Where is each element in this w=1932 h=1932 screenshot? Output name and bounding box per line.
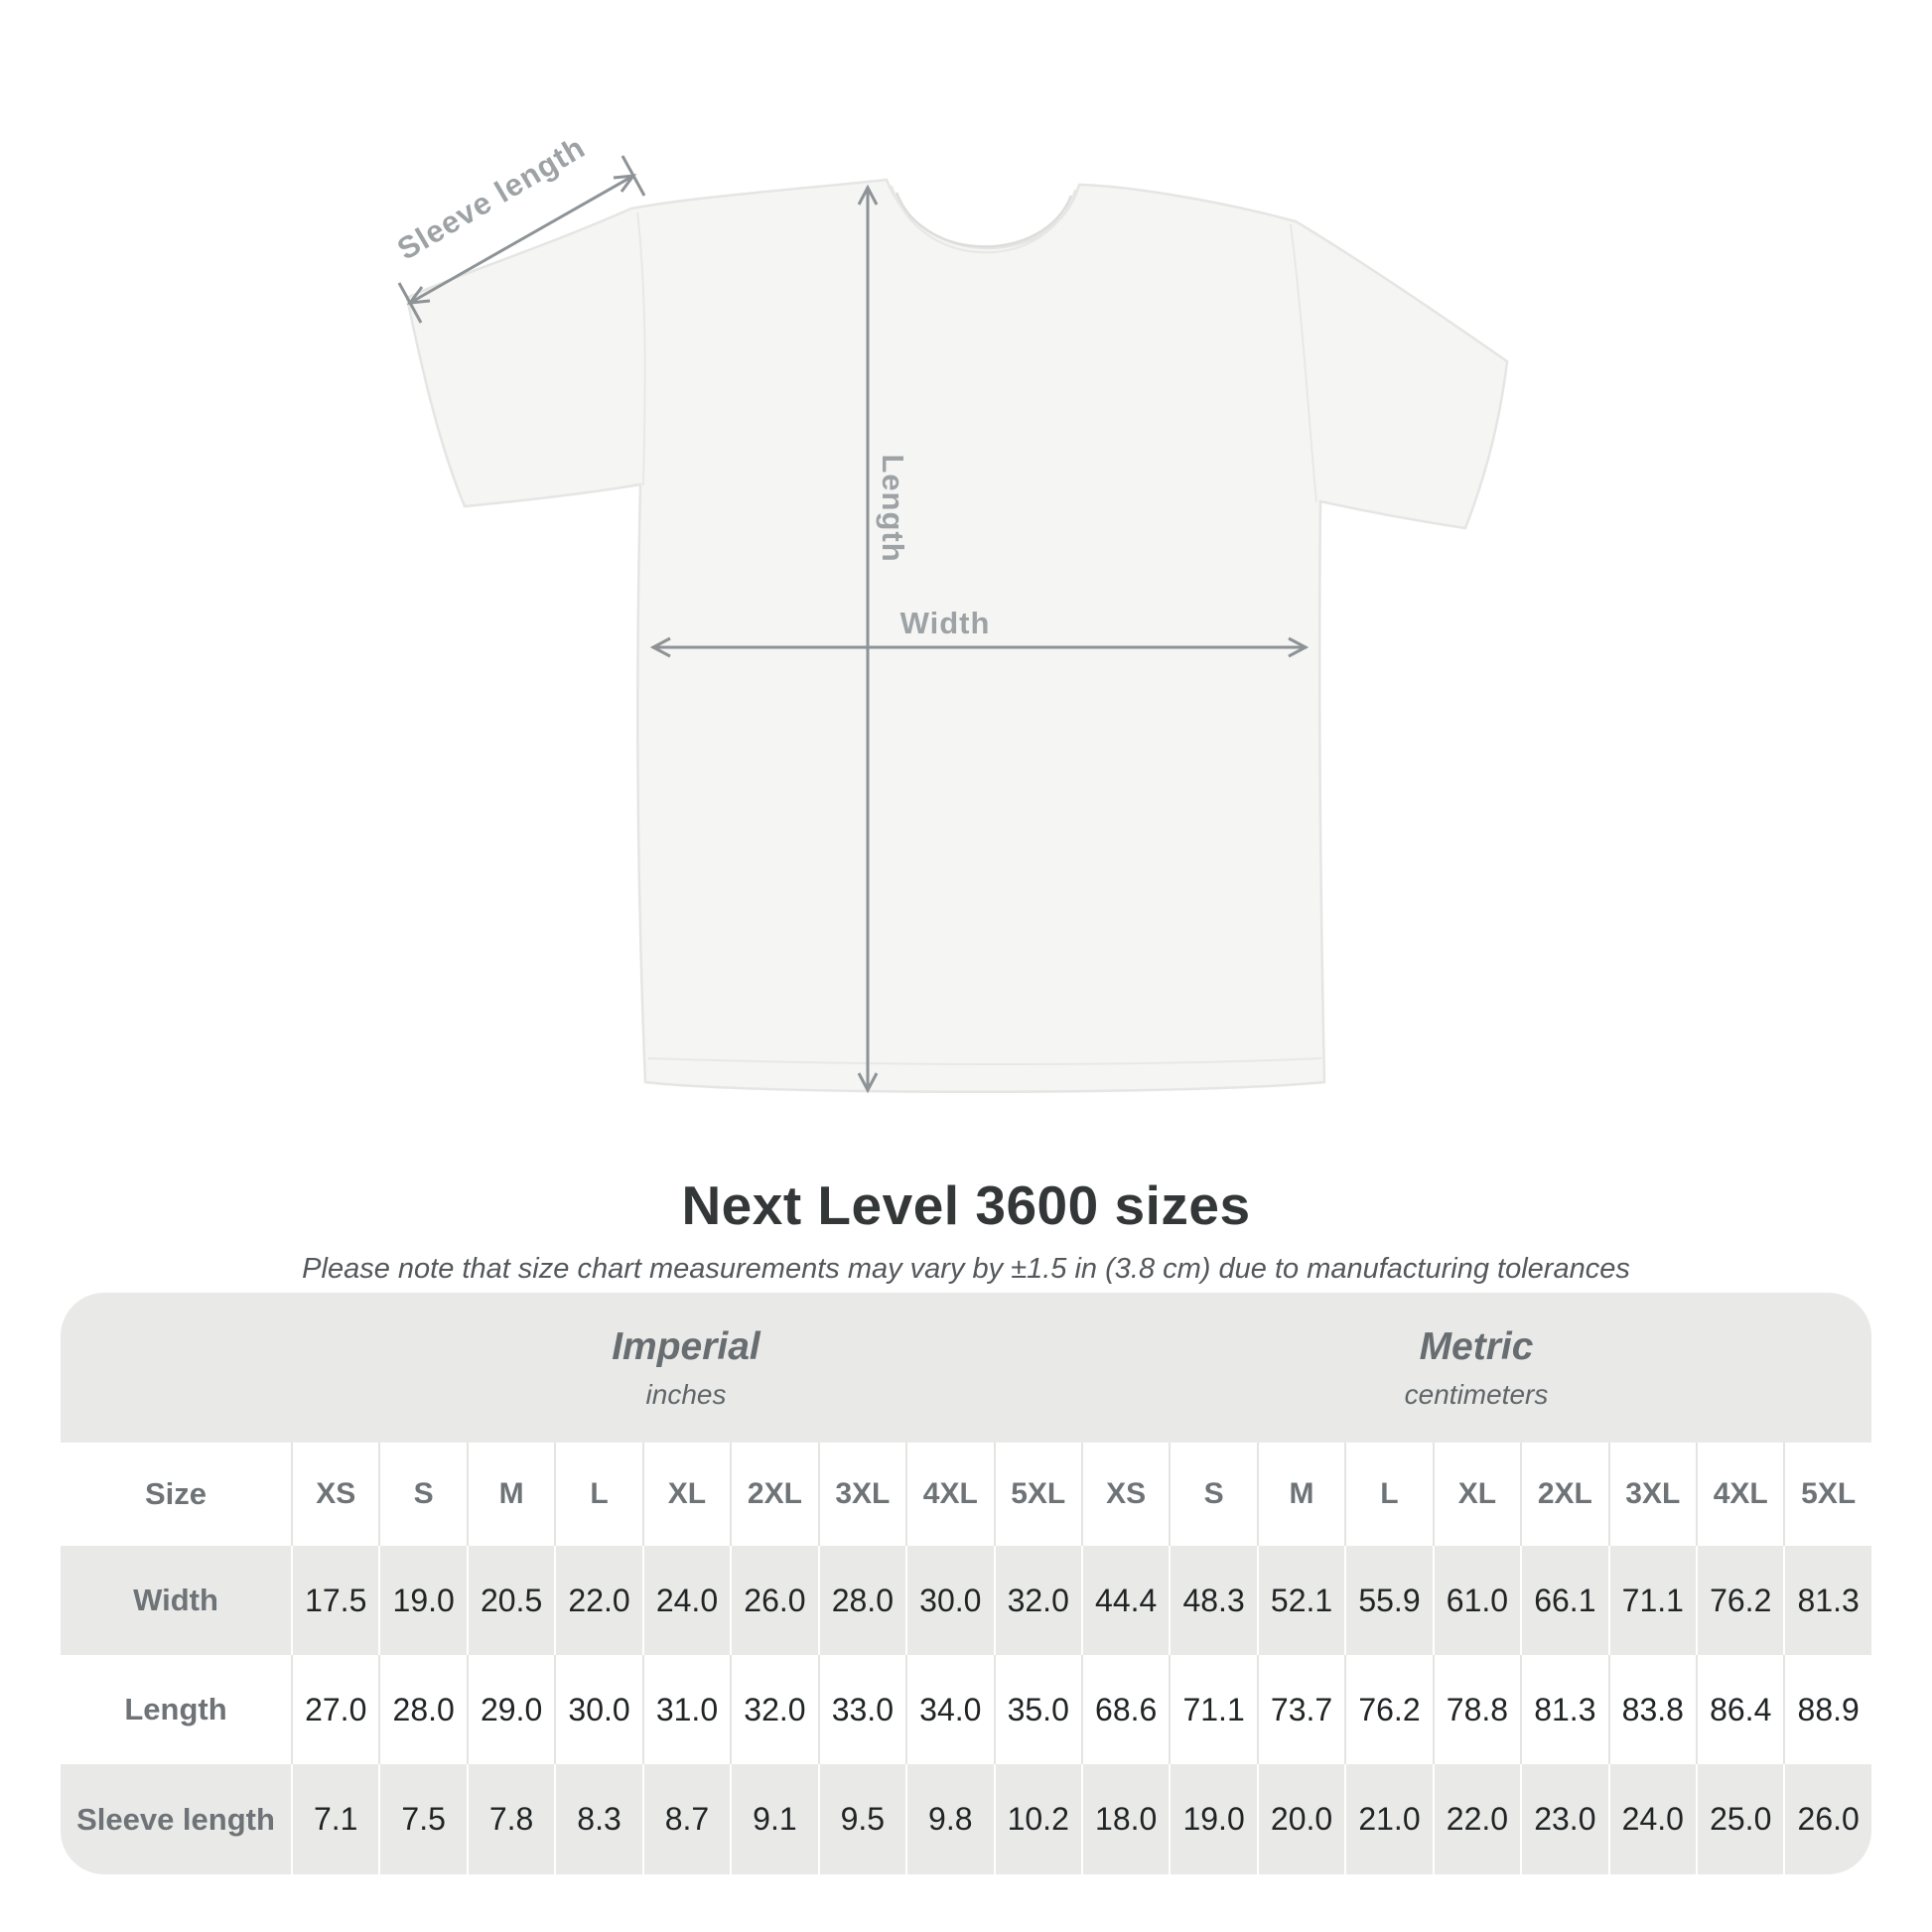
width-value: 66.1 — [1520, 1546, 1607, 1655]
length-value: 32.0 — [730, 1655, 817, 1764]
length-value: 88.9 — [1783, 1655, 1870, 1764]
length-value: 33.0 — [818, 1655, 905, 1764]
unit-banner-row — [61, 1293, 1871, 1443]
size-col-header: XL — [1433, 1443, 1520, 1546]
imperial-label: Imperial — [612, 1324, 760, 1368]
length-value: 83.8 — [1608, 1655, 1696, 1764]
size-corner-label: Size — [144, 1476, 207, 1511]
sleeve-value: 19.0 — [1169, 1764, 1256, 1874]
size-col-header: L — [554, 1443, 641, 1546]
sleeve-value: 7.1 — [291, 1764, 378, 1874]
length-value: 86.4 — [1696, 1655, 1783, 1764]
table-row-length — [61, 1655, 1871, 1764]
sleeve-value: 18.0 — [1081, 1764, 1169, 1874]
table-row-width — [61, 1546, 1871, 1655]
length-value: 81.3 — [1520, 1655, 1607, 1764]
size-col-header: 3XL — [818, 1443, 905, 1546]
width-value: 22.0 — [554, 1546, 641, 1655]
size-col-header: M — [1257, 1443, 1344, 1546]
length-value: 27.0 — [291, 1655, 378, 1764]
table-row-sleeve-length — [61, 1764, 1871, 1874]
size-col-header: 5XL — [994, 1443, 1081, 1546]
size-col-header: 4XL — [905, 1443, 993, 1546]
length-value: 28.0 — [378, 1655, 466, 1764]
size-col-header: S — [378, 1443, 466, 1546]
row-label: Length — [124, 1692, 227, 1726]
width-value: 26.0 — [730, 1546, 817, 1655]
metric-label: Metric — [1419, 1324, 1534, 1368]
length-value: 29.0 — [467, 1655, 554, 1764]
page-title: Next Level 3600 sizes — [681, 1174, 1251, 1236]
size-col-header: XS — [291, 1443, 378, 1546]
size-header-row — [61, 1443, 1871, 1546]
length-value: 76.2 — [1344, 1655, 1432, 1764]
sleeve-value: 22.0 — [1433, 1764, 1520, 1874]
sleeve-value: 21.0 — [1344, 1764, 1432, 1874]
size-col-header: 2XL — [730, 1443, 817, 1546]
size-col-header: 2XL — [1520, 1443, 1607, 1546]
sleeve-value: 20.0 — [1257, 1764, 1344, 1874]
width-value: 81.3 — [1783, 1546, 1870, 1655]
size-col-header: 3XL — [1608, 1443, 1696, 1546]
sleeve-value: 26.0 — [1783, 1764, 1870, 1874]
width-value: 76.2 — [1696, 1546, 1783, 1655]
banner-spacer — [61, 1293, 291, 1443]
width-value: 48.3 — [1169, 1546, 1256, 1655]
length-value: 35.0 — [994, 1655, 1081, 1764]
size-col-header: L — [1344, 1443, 1432, 1546]
size-col-header: M — [467, 1443, 554, 1546]
length-value: 30.0 — [554, 1655, 641, 1764]
sleeve-value: 9.1 — [730, 1764, 817, 1874]
sleeve-value: 7.5 — [378, 1764, 466, 1874]
imperial-sublabel: inches — [645, 1378, 727, 1410]
length-label: Length — [876, 454, 910, 563]
row-label: Sleeve length — [76, 1801, 275, 1837]
width-label: Width — [899, 606, 991, 640]
width-value: 44.4 — [1081, 1546, 1169, 1655]
size-col-header: 5XL — [1783, 1443, 1870, 1546]
width-value: 24.0 — [642, 1546, 730, 1655]
size-col-header: S — [1169, 1443, 1256, 1546]
metric-header — [1081, 1293, 1871, 1443]
metric-sublabel: centimeters — [1404, 1378, 1549, 1410]
sleeve-value: 7.8 — [467, 1764, 554, 1874]
length-value: 68.6 — [1081, 1655, 1169, 1764]
width-value: 30.0 — [905, 1546, 993, 1655]
width-value: 32.0 — [994, 1546, 1081, 1655]
row-label: Width — [133, 1583, 218, 1617]
size-col-header: XS — [1081, 1443, 1169, 1546]
length-value: 31.0 — [642, 1655, 730, 1764]
length-value: 73.7 — [1257, 1655, 1344, 1764]
width-value: 52.1 — [1257, 1546, 1344, 1655]
page-subtitle: Please note that size chart measurements may vary by ±1.5 in (3.8 cm) due to manufacturing tolerances — [302, 1253, 1630, 1285]
width-value: 17.5 — [291, 1546, 378, 1655]
width-value: 20.5 — [467, 1546, 554, 1655]
imperial-header — [291, 1293, 1081, 1443]
length-value: 34.0 — [905, 1655, 993, 1764]
sleeve-value: 8.3 — [554, 1764, 641, 1874]
sleeve-value: 23.0 — [1520, 1764, 1607, 1874]
length-value: 71.1 — [1169, 1655, 1256, 1764]
sleeve-value: 8.7 — [642, 1764, 730, 1874]
width-value: 19.0 — [378, 1546, 466, 1655]
size-table — [61, 1293, 1871, 1874]
width-value: 55.9 — [1344, 1546, 1432, 1655]
sleeve-value: 10.2 — [994, 1764, 1081, 1874]
size-col-header: XL — [642, 1443, 730, 1546]
width-value: 61.0 — [1433, 1546, 1520, 1655]
sleeve-value: 24.0 — [1608, 1764, 1696, 1874]
width-value: 71.1 — [1608, 1546, 1696, 1655]
length-value: 78.8 — [1433, 1655, 1520, 1764]
sleeve-value: 9.8 — [905, 1764, 993, 1874]
width-value: 28.0 — [818, 1546, 905, 1655]
sleeve-value: 9.5 — [818, 1764, 905, 1874]
sleeve-length-label: Sleeve length — [391, 129, 592, 267]
sleeve-value: 25.0 — [1696, 1764, 1783, 1874]
size-col-header: 4XL — [1696, 1443, 1783, 1546]
